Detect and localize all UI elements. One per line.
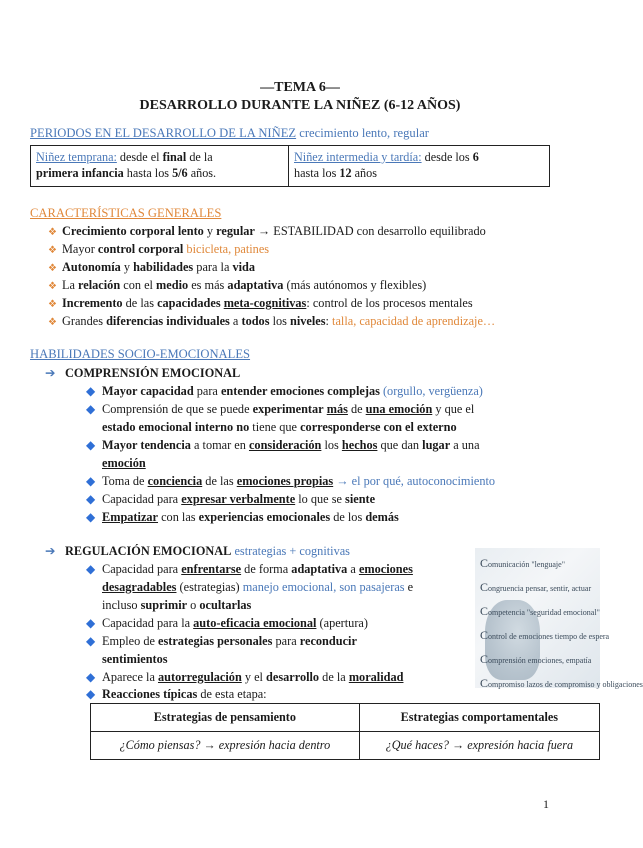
comp-title: COMPRENSIÓN EMOCIONAL xyxy=(65,366,241,380)
text: Mayor xyxy=(62,242,98,256)
list-item-cont xyxy=(102,597,251,614)
list-item xyxy=(86,437,480,454)
text: hasta los xyxy=(123,166,173,180)
text: Toma de xyxy=(102,474,148,488)
text: (orgullo, vergüenza) xyxy=(379,384,483,398)
text: a una xyxy=(450,438,480,452)
text: experiencias emocionales xyxy=(198,510,331,524)
blue-diamond-icon: ◆ xyxy=(86,562,96,576)
text: omprensión emociones, empatía xyxy=(488,656,592,665)
text: de las xyxy=(122,296,158,310)
blue-diamond-icon: ◆ xyxy=(86,670,96,684)
text: consideración xyxy=(248,438,322,452)
six-c-caption xyxy=(480,652,598,664)
text: lo que se xyxy=(295,492,346,506)
text: talla, capacidad de aprendizaje… xyxy=(332,314,496,328)
text: lugar xyxy=(422,438,451,452)
text: habilidades xyxy=(133,260,194,274)
text: C xyxy=(480,652,489,666)
table-header: Estrategias comportamentales xyxy=(359,704,599,732)
text: experimentar xyxy=(252,402,324,416)
text: 5/6 xyxy=(172,166,188,180)
text: de esta etapa: xyxy=(197,687,267,701)
blue-diamond-icon: ◆ xyxy=(86,616,96,630)
reg-title: REGULACIÓN EMOCIONAL xyxy=(65,544,232,558)
text: autorregulación xyxy=(157,670,242,684)
general-heading: CARACTERÍSTICAS GENERALES xyxy=(30,206,222,220)
list-item xyxy=(48,313,495,331)
text: Capacidad para xyxy=(102,492,182,506)
six-c-caption xyxy=(480,604,598,616)
text: una emoción xyxy=(365,402,433,416)
six-c-caption xyxy=(480,580,598,592)
list-item xyxy=(86,401,474,418)
orange-diamond-icon: ❖ xyxy=(48,263,57,274)
list-item xyxy=(86,473,495,490)
text: desarrollo xyxy=(266,670,320,684)
text: vida xyxy=(232,260,256,274)
text: 12 xyxy=(339,166,352,180)
list-item xyxy=(48,223,486,241)
text: o xyxy=(187,598,200,612)
table-row xyxy=(91,704,600,732)
list-item xyxy=(86,633,357,650)
arrow-right-icon: ➔ xyxy=(45,366,56,380)
text: ongruencia pensar, sentir, actuar xyxy=(488,584,592,593)
text: C xyxy=(480,628,489,642)
text: de las xyxy=(202,474,237,488)
text: desagradables xyxy=(102,580,177,594)
six-c-caption xyxy=(480,676,643,690)
text: Mayor capacidad xyxy=(102,384,194,398)
comp-title-row xyxy=(45,365,240,382)
list-item xyxy=(48,241,269,259)
text: → el por qué, autoconocimiento xyxy=(333,474,496,488)
text: desde los xyxy=(421,150,473,164)
text: enfrentarse xyxy=(181,562,242,576)
orange-diamond-icon: ❖ xyxy=(48,227,57,238)
reg-title-row xyxy=(45,543,350,560)
text: La xyxy=(62,278,79,292)
text: que dan xyxy=(377,438,423,452)
text: e xyxy=(404,580,414,594)
periods-subheading: crecimiento lento, regular xyxy=(299,126,429,140)
blue-diamond-icon: ◆ xyxy=(86,634,96,648)
blue-diamond-icon: ◆ xyxy=(86,384,96,398)
text: Grandes xyxy=(62,314,107,328)
list-item-cont xyxy=(102,419,457,436)
text: de forma xyxy=(241,562,292,576)
list-item-cont xyxy=(102,651,168,668)
text: C xyxy=(480,676,489,690)
text: : xyxy=(325,314,333,328)
general-heading-row xyxy=(30,206,221,221)
text: C xyxy=(480,580,489,594)
early-label: Niñez temprana: xyxy=(36,150,117,164)
blue-diamond-icon: ◆ xyxy=(86,402,96,416)
text: los xyxy=(321,438,342,452)
text: primera infancia xyxy=(36,166,124,180)
list-item xyxy=(86,509,399,526)
text: Capacidad para la xyxy=(102,616,194,630)
text: y que el xyxy=(432,402,475,416)
text: ocultarlas xyxy=(199,598,252,612)
blue-diamond-icon: ◆ xyxy=(86,687,96,701)
text: siente xyxy=(345,492,376,506)
text: los xyxy=(269,314,290,328)
text: emociones propias xyxy=(236,474,334,488)
text: C xyxy=(480,556,489,570)
doc-title-line2: DESARROLLO DURANTE LA NIÑEZ (6-12 AÑOS) xyxy=(139,98,461,113)
text: bicicleta, patines xyxy=(183,242,270,256)
text: incluso xyxy=(102,598,141,612)
text: más xyxy=(326,402,348,416)
text: C xyxy=(480,604,489,618)
text: tiene que xyxy=(249,420,301,434)
text: Comprensión de que se puede xyxy=(102,402,253,416)
orange-diamond-icon: ❖ xyxy=(48,299,57,310)
periods-heading: PERIODOS EN EL DESARROLLO DE LA NIÑEZ xyxy=(30,126,297,140)
text: diferencias individuales xyxy=(106,314,230,328)
text: expresar verbalmente xyxy=(181,492,296,506)
text: omunicación "lenguaje" xyxy=(488,560,565,569)
list-item xyxy=(48,277,426,295)
text: Empatizar xyxy=(102,510,159,524)
arrow-right-icon: ➔ xyxy=(45,544,56,558)
text: de la xyxy=(319,670,349,684)
text: con las xyxy=(158,510,199,524)
text: manejo emocional, son pasajeras xyxy=(242,580,405,594)
text: Empleo de xyxy=(102,634,159,648)
text: demás xyxy=(365,510,399,524)
socio-heading: HABILIDADES SOCIO-EMOCIONALES xyxy=(30,347,251,361)
six-c-caption xyxy=(480,556,598,568)
text: ompromiso lazos de compromiso y obligaciones xyxy=(488,680,643,689)
text: adaptativa xyxy=(291,562,348,576)
text: moralidad xyxy=(348,670,404,684)
text: desde el xyxy=(116,150,163,164)
list-item xyxy=(86,669,403,686)
text: → ESTABILIDAD con desarrollo equilibrado xyxy=(254,224,486,238)
text: para xyxy=(193,384,221,398)
text: 6 xyxy=(472,150,479,164)
text: ontrol de emociones tiempo de espera xyxy=(488,632,610,641)
text: emociones xyxy=(358,562,413,576)
text: Autonomía xyxy=(62,260,121,274)
text: relación xyxy=(78,278,121,292)
table-row xyxy=(91,732,600,760)
text: y xyxy=(120,260,134,274)
text: entender emociones complejas xyxy=(220,384,380,398)
list-item xyxy=(86,491,375,508)
text: corresponderse con el externo xyxy=(300,420,457,434)
text: reconducir xyxy=(299,634,357,648)
text: de la xyxy=(186,150,213,164)
late-label: Niñez intermedia y tardía: xyxy=(294,150,422,164)
text: capacidades xyxy=(157,296,221,310)
text: (estrategias) xyxy=(176,580,243,594)
text: hasta los xyxy=(294,166,340,180)
text: conciencia xyxy=(147,474,203,488)
strategies-table xyxy=(90,703,600,760)
text: a xyxy=(229,314,242,328)
text: de los xyxy=(330,510,366,524)
text: y el xyxy=(241,670,267,684)
blue-diamond-icon: ◆ xyxy=(86,438,96,452)
text: a xyxy=(347,562,359,576)
text: Capacidad para xyxy=(102,562,182,576)
text: regular xyxy=(216,224,255,238)
text: Mayor tendencia xyxy=(102,438,191,452)
orange-diamond-icon: ❖ xyxy=(48,317,57,328)
text: niveles xyxy=(290,314,326,328)
text: medio xyxy=(156,278,189,292)
text: Crecimiento corporal lento xyxy=(62,224,204,238)
text: hechos xyxy=(341,438,378,452)
text: meta-cognitivas xyxy=(223,296,307,310)
six-c-caption xyxy=(480,628,610,642)
orange-diamond-icon: ❖ xyxy=(48,245,57,256)
reg-subtitle: estrategias + cognitivas xyxy=(231,544,350,558)
table-cell: ¿Qué haces? → expresión hacia fuera xyxy=(359,732,599,760)
table-cell: ¿Cómo piensas? → expresión hacia dentro xyxy=(91,732,360,760)
text: estado emocional interno no xyxy=(102,420,250,434)
list-item-cont xyxy=(102,455,146,472)
text: a tomar en xyxy=(190,438,249,452)
table-header: Estrategias de pensamiento xyxy=(91,704,360,732)
text: emoción xyxy=(102,456,146,470)
text: (más autónomos y flexibles) xyxy=(283,278,427,292)
text: todos xyxy=(241,314,270,328)
text: de xyxy=(347,402,366,416)
text: control corporal xyxy=(97,242,184,256)
early-childhood-cell xyxy=(31,146,289,186)
text: Incremento xyxy=(62,296,123,310)
periods-table xyxy=(30,145,550,187)
text: y xyxy=(203,224,217,238)
list-item xyxy=(48,295,473,313)
list-item-cont xyxy=(102,579,413,596)
text: suprimir xyxy=(140,598,188,612)
text: Reacciones típicas xyxy=(102,687,198,701)
text: (apertura) xyxy=(316,616,368,630)
text: es más xyxy=(188,278,228,292)
text: adaptativa xyxy=(227,278,284,292)
late-childhood-cell xyxy=(289,146,549,186)
text: con el xyxy=(120,278,157,292)
blue-diamond-icon: ◆ xyxy=(86,510,96,524)
text: Aparece la xyxy=(102,670,158,684)
orange-diamond-icon: ❖ xyxy=(48,281,57,292)
text: final xyxy=(162,150,187,164)
text: sentimientos xyxy=(102,652,168,666)
list-item xyxy=(86,561,413,578)
page-number: 1 xyxy=(543,797,549,811)
socio-heading-row xyxy=(30,347,250,362)
periods-heading-row xyxy=(30,126,429,141)
text: : control de los procesos mentales xyxy=(306,296,473,310)
list-item xyxy=(86,383,483,400)
list-item xyxy=(86,615,368,632)
blue-diamond-icon: ◆ xyxy=(86,492,96,506)
text: auto-eficacia emocional xyxy=(193,616,317,630)
list-item xyxy=(86,686,267,703)
doc-title-line1: —TEMA 6— xyxy=(260,80,340,95)
list-item xyxy=(48,259,255,277)
blue-diamond-icon: ◆ xyxy=(86,474,96,488)
text: estrategias personales xyxy=(158,634,273,648)
text: años. xyxy=(187,166,217,180)
text: para xyxy=(272,634,300,648)
text: para la xyxy=(193,260,233,274)
text: años xyxy=(351,166,377,180)
text: ompetencia "seguridad emocional" xyxy=(488,608,600,617)
